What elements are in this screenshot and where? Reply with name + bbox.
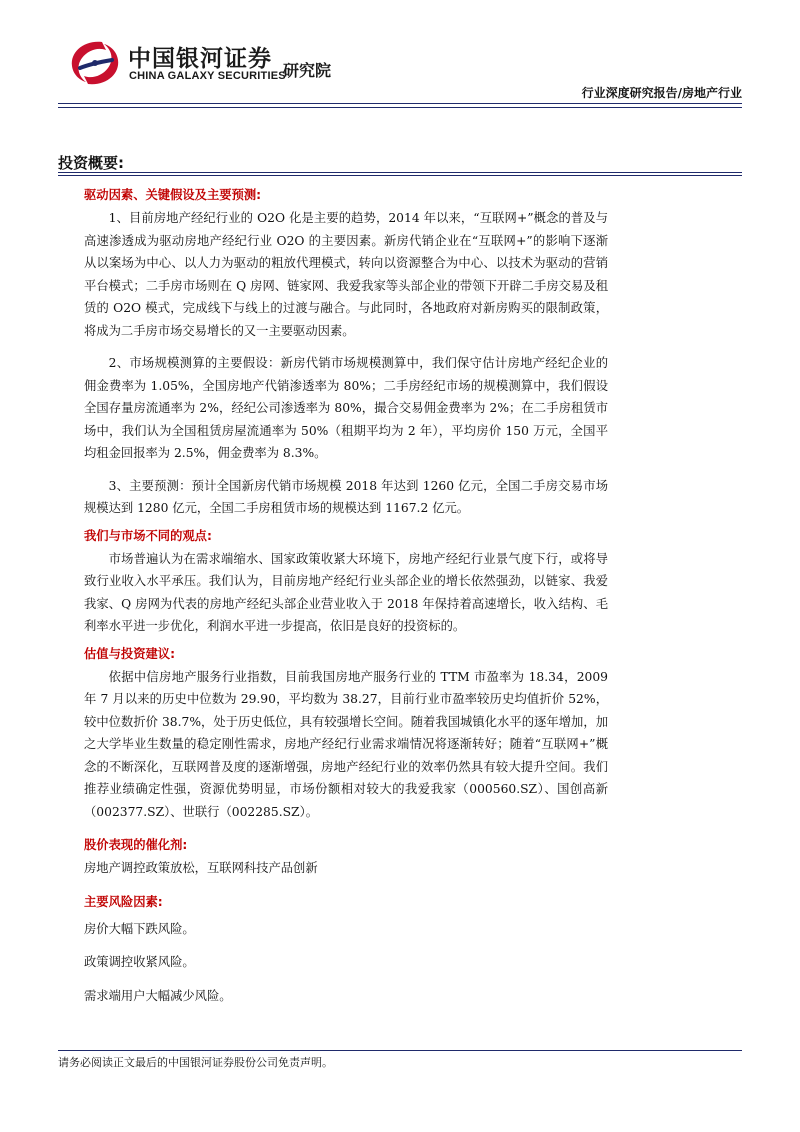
institute-label: 研究院 [283, 61, 332, 80]
header-divider [58, 103, 742, 104]
section-divider [58, 172, 742, 173]
catalysts-text: 房地产调控政策放松，互联网科技产品创新 [84, 861, 318, 875]
logo-chinese-name: 中国银河证券 [128, 46, 272, 72]
views-paragraph: 市场普遍认为在需求端缩水、国家政策收紧大环境下，房地产经纪行业景气度下行，或将导致行业收入水平承压。我们认为，目前房地产经纪行业头部企业的增长依然强劲，以链家、我爱我家、Q 房网为代表的房地产经纪头部企业营业收入于 2018 年保持着高速增长，收入结构、毛利率水平进一步优化，利润水平进一步提高，依旧是良好的投资标的。 [84, 551, 608, 633]
drivers-heading: 驱动因素、关键假设及主要预测: [84, 188, 262, 202]
galaxy-logo-icon [66, 38, 124, 88]
drivers-paragraph-2: 2、市场规模测算的主要假设：新房代销市场规模测算中，我们保守估计房地产经纪企业的佣金费率为 1.05%，全国房地产代销渗透率为 80%；二手房经纪市场的规模测算中，我们假设全国存量房流通率为 2%，经纪公司渗透率为 80%，撮合交易佣金费率为 2%；在二手房租赁市场中，我们认为全国租赁房屋流通率为 50%（租期平均为 2 年），平均房价 150 万元，全国平均租金回报率为 2.5%，佣金费率为 8.3%。 [84, 356, 608, 460]
logo-english-name: CHINA GALAXY SECURITIES [129, 70, 286, 82]
footer-divider [58, 1050, 742, 1051]
catalysts-heading: 股价表现的催化剂: [84, 838, 188, 852]
drivers-paragraph-1: 1、目前房地产经纪行业的 O2O 化是主要的趋势，2014 年以来，“互联网+”概念的普及与高速渗透成为驱动房地产经纪行业 O2O 的主要因素。新房代销企业在“互联网+”的影响下逐渐从以案场为中心、以人力为驱动的粗放代理模式，转向以资源整合为中心、以技术为驱动的营销平台模式；二手房市场则在 Q 房网、链家网、我爱我家等头部企业的带领下开辟二手房交易及租赁的 O2O 模式，完成线下与线上的过渡与融合。与此同时，各地政府对新房购买的限制政策，将成为二手房市场交易增长的又一主要驱动因素。 [84, 211, 608, 338]
drivers-paragraph-3: 3、主要预测：预计全国新房代销市场规模 2018 年达到 1260 亿元，全国二手房交易市场规模达到 1280 亿元，全国二手房租赁市场的规模达到 1167.2 亿元。 [84, 478, 608, 515]
valuation-paragraph: 依据中信房地产服务行业指数，目前我国房地产服务行业的 TTM 市盈率为 18.34，2009 年 7 月以来的历史中位数为 29.90，平均数为 38.27，目前行业市盈率较历史均值折价 52%，较中位数折价 38.7%，处于历史低位，具有较强增长空间。随着我国城镇化水平的逐年增加，加之大学毕业生数量的稳定刚性需求，房地产经纪行业需求端情况将逐渐转好；随着“互联网+”概念的不断深化，互联网普及度的逐渐增强，房地产经纪行业的效率仍然具有较大提升空间。我们推荐业绩确定性强，资源优势明显，市场份额相对较大的我爱我家（000560.SZ）、国创高新（002377.SZ）、世联行（002285.SZ）。 [84, 669, 608, 819]
risks-heading: 主要风险因素: [84, 894, 163, 909]
report-type-label: 行业深度研究报告/房地产行业 [581, 86, 742, 100]
risk-item: 房价大幅下跌风险。 [84, 921, 195, 936]
risk-item: 政策调控收紧风险。 [84, 955, 195, 969]
summary-body [84, 183, 608, 1018]
logo [66, 38, 366, 88]
section-divider-thin [58, 175, 742, 176]
section-title: 投资概要: [58, 154, 124, 172]
valuation-heading: 估值与投资建议: [84, 646, 175, 661]
views-heading: 我们与市场不同的观点: [84, 528, 212, 543]
risk-item: 需求端用户大幅减少风险。 [84, 988, 232, 1003]
header-divider-thin [58, 107, 742, 108]
footer-disclaimer: 请务必阅读正文最后的中国银河证券股份公司免责声明。 [58, 1056, 333, 1069]
